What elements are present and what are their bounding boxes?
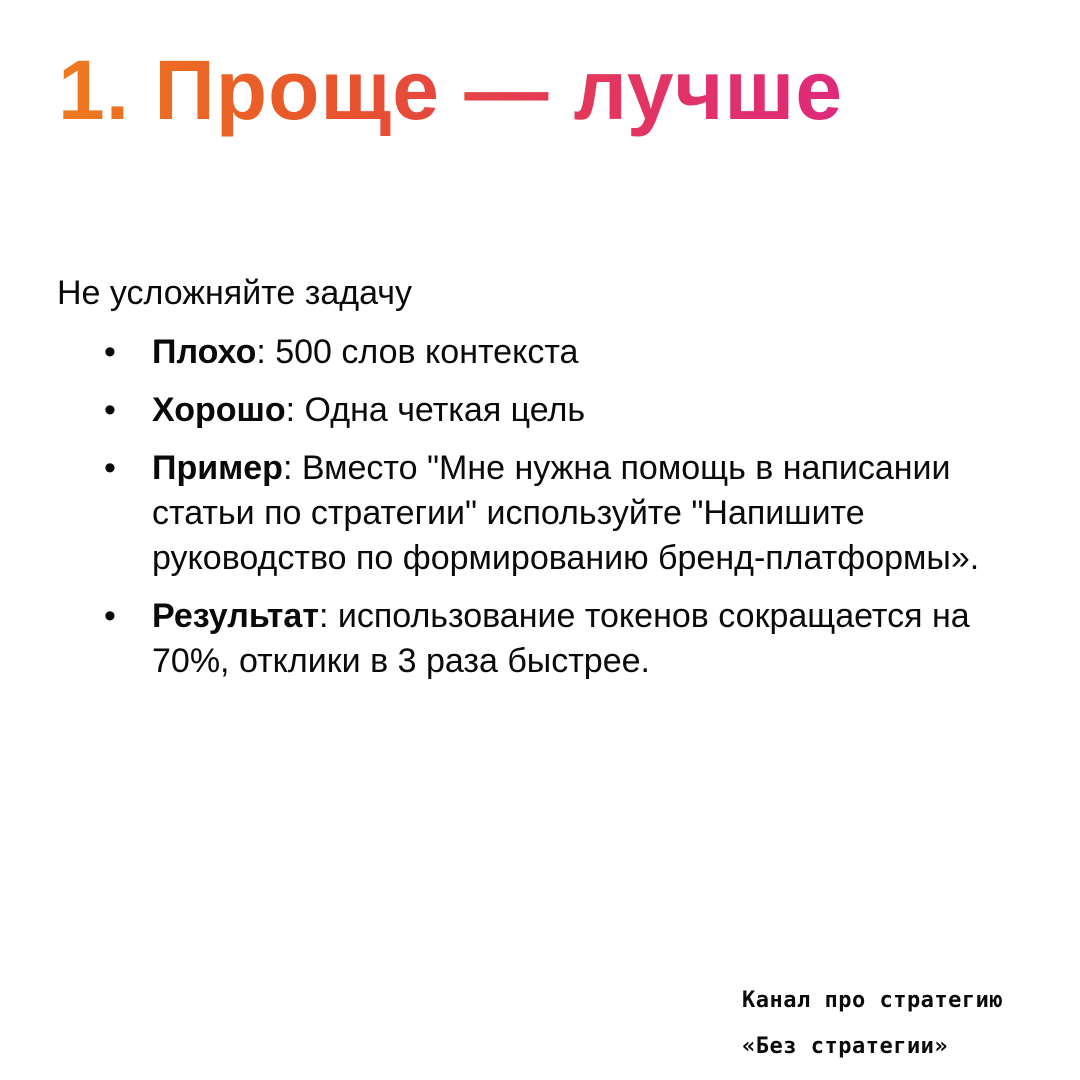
bullet-list (104, 330, 1052, 697)
item-label: Результат (152, 597, 319, 635)
item-text: : Вместо "Мне нужна помощь в написании статьи по стратегии" используйте "Напишите руководство по формированию бренд-платформы». (152, 449, 980, 577)
item-label: Пример (152, 449, 283, 487)
bullet-icon: • (104, 333, 116, 371)
list-item-bad (104, 330, 1052, 375)
bullet-icon: • (104, 597, 116, 635)
page-title: 1. Проще — лучше (58, 40, 843, 140)
intro-text: Не усложняйте задачу (57, 274, 412, 312)
item-text: : использование токенов сокращается на 70%, отклики в 3 раза быстрее. (152, 597, 970, 680)
channel-credit-line-2: «Без стратегии» (742, 1034, 949, 1059)
channel-credit (742, 978, 1003, 1070)
item-text: : 500 слов контекста (256, 333, 579, 371)
item-label: Плохо (152, 333, 257, 371)
list-item-good (104, 388, 1052, 433)
list-item-result (104, 594, 1052, 684)
channel-credit-line-1: Канал про стратегию (742, 988, 1004, 1013)
item-text: : Одна четкая цель (285, 391, 586, 429)
item-label: Хорошо (152, 391, 286, 429)
bullet-icon: • (104, 391, 116, 429)
list-item-example (104, 446, 1052, 581)
bullet-icon: • (104, 449, 116, 487)
